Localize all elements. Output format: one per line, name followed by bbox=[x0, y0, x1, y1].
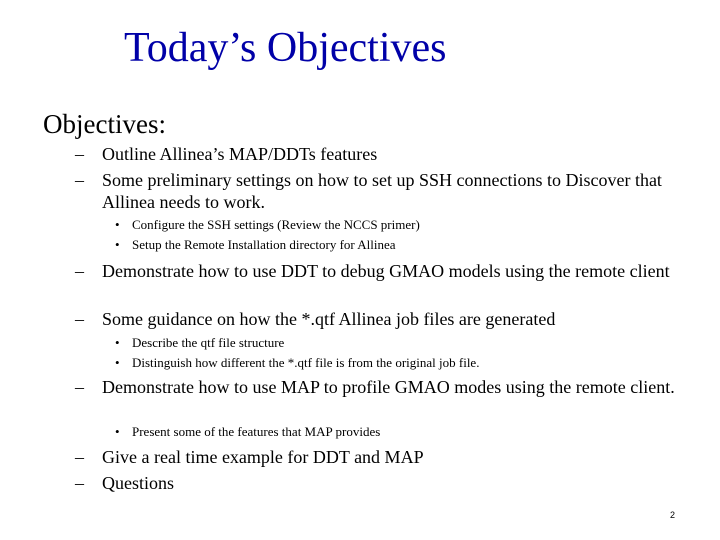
objective-text: Questions bbox=[102, 473, 174, 493]
objective-text: Outline Allinea’s MAP/DDTs features bbox=[102, 144, 378, 164]
sub-item-text: Configure the SSH settings (Review the NCCS primer) bbox=[132, 217, 420, 232]
sub-item bbox=[115, 424, 675, 440]
dash-bullet: – bbox=[75, 473, 84, 493]
sub-item-text: Present some of the features that MAP provides bbox=[132, 424, 381, 439]
objective-text: Some preliminary settings on how to set up SSH connections to Discover that Allinea needs to work. bbox=[102, 170, 662, 212]
objectives-heading: Objectives: bbox=[43, 109, 166, 139]
objective-item bbox=[75, 143, 675, 165]
objective-text: Demonstrate how to use MAP to profile GMAO modes using the remote client. bbox=[102, 377, 675, 397]
dash-bullet: – bbox=[75, 447, 84, 467]
dash-bullet: – bbox=[75, 144, 84, 164]
sub-item-text: Setup the Remote Installation directory for Allinea bbox=[132, 237, 396, 252]
dash-bullet: – bbox=[75, 170, 84, 190]
bullet-dot: • bbox=[115, 237, 120, 252]
bullet-dot: • bbox=[115, 217, 120, 232]
objective-text: Some guidance on how the *.qtf Allinea job files are generated bbox=[102, 309, 556, 329]
objective-item bbox=[75, 260, 675, 282]
sub-item bbox=[115, 237, 675, 253]
objective-item bbox=[75, 169, 675, 213]
objective-item bbox=[75, 376, 675, 398]
sub-item-text: Distinguish how different the *.qtf file is from the original job file. bbox=[132, 355, 480, 370]
bullet-dot: • bbox=[115, 335, 120, 350]
page-number: 2 bbox=[670, 510, 676, 520]
objective-item bbox=[75, 308, 675, 330]
dash-bullet: – bbox=[75, 261, 84, 281]
sub-item bbox=[115, 355, 675, 371]
dash-bullet: – bbox=[75, 309, 84, 329]
sub-item bbox=[115, 335, 675, 351]
objective-text: Demonstrate how to use DDT to debug GMAO models using the remote client bbox=[102, 261, 670, 281]
objective-text: Give a real time example for DDT and MAP bbox=[102, 447, 424, 467]
dash-bullet: – bbox=[75, 377, 84, 397]
objective-item bbox=[75, 472, 675, 494]
bullet-dot: • bbox=[115, 355, 120, 370]
sub-item bbox=[115, 217, 675, 233]
objective-item bbox=[75, 446, 675, 468]
sub-item-text: Describe the qtf file structure bbox=[132, 335, 285, 350]
bullet-dot: • bbox=[115, 424, 120, 439]
slide-title: Today’s Objectives bbox=[124, 25, 447, 71]
